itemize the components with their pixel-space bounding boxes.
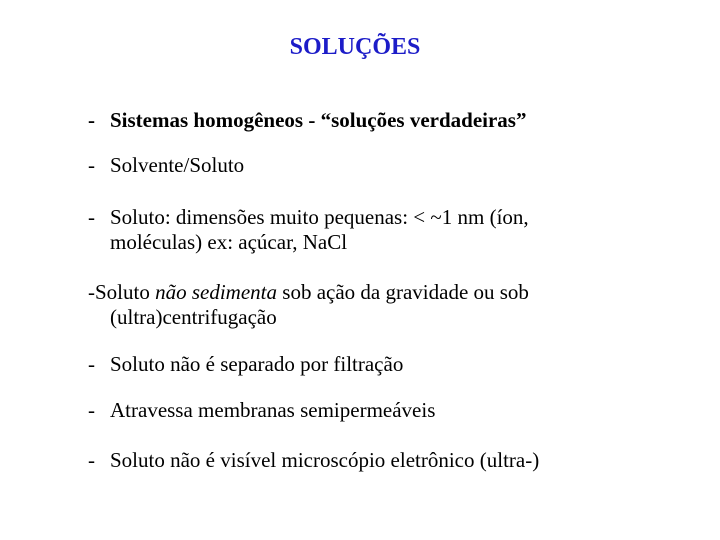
bullet-item bbox=[88, 205, 688, 255]
bullet-text-pre: Soluto bbox=[95, 280, 156, 304]
bullet-item bbox=[88, 352, 688, 377]
bullet-text: Soluto não é visível microscópio eletrônico (ultra-) bbox=[110, 448, 540, 472]
bullet-text: Soluto não é separado por filtração bbox=[110, 352, 404, 376]
bullet-item bbox=[88, 448, 688, 473]
bullet-text: Atravessa membranas semipermeáveis bbox=[110, 398, 436, 422]
bullet-text: Sistemas homogêneos - “soluções verdadeiras” bbox=[110, 108, 527, 132]
bullet-item bbox=[88, 280, 688, 330]
bullet-text-line2: (ultra)centrifugação bbox=[110, 305, 277, 329]
bullet-dash: - bbox=[88, 280, 95, 304]
bullet-dash: - bbox=[88, 205, 95, 229]
bullet-text-line2: moléculas) ex: açúcar, NaCl bbox=[110, 230, 348, 254]
bullet-text: Solvente/Soluto bbox=[110, 153, 245, 177]
bullet-dash: - bbox=[88, 448, 95, 472]
bullet-dash: - bbox=[88, 108, 95, 132]
bullet-item bbox=[88, 398, 688, 423]
bullet-dash: - bbox=[88, 398, 95, 422]
bullet-text-post: sob ação da gravidade ou sob bbox=[277, 280, 529, 304]
slide-title: SOLUÇÕES bbox=[289, 34, 421, 60]
bullet-item bbox=[88, 108, 688, 133]
bullet-text-italic: não sedimenta bbox=[155, 280, 278, 304]
bullet-dash: - bbox=[88, 352, 95, 376]
bullet-dash: - bbox=[88, 153, 95, 177]
bullet-text-line1: Soluto: dimensões muito pequenas: < ~1 nm (íon, bbox=[110, 205, 529, 229]
bullet-item bbox=[88, 153, 688, 178]
